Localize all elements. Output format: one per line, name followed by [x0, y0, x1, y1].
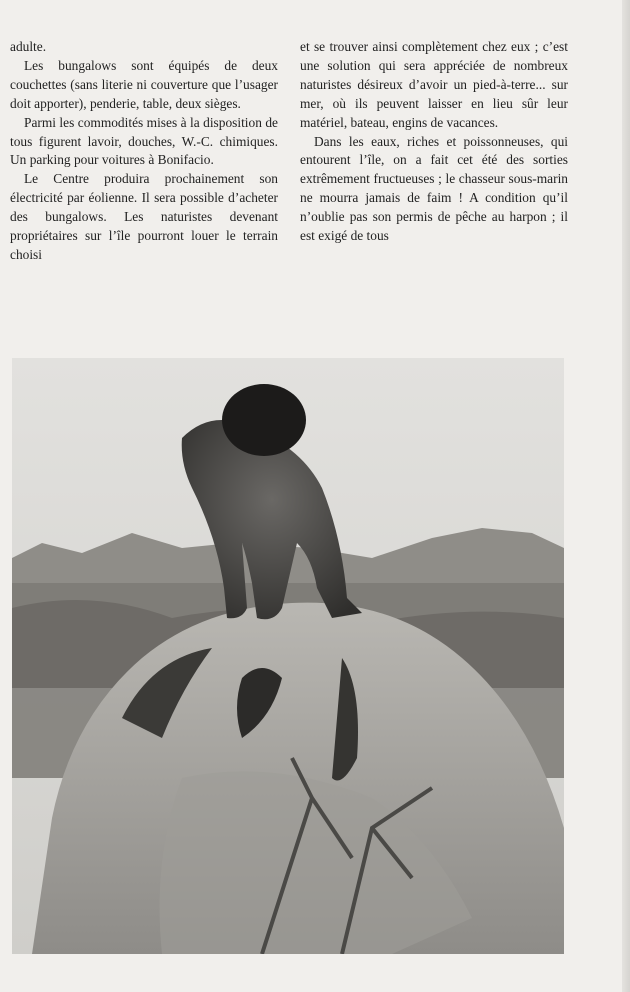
photo-illustration [12, 358, 564, 954]
person-hair [222, 384, 306, 456]
page-edge [622, 0, 630, 992]
paragraph: Les bungalows sont équipés de deux couchettes (sans literie ni couverture que l’usager doit apporter), penderie, table, deux sièges. [10, 57, 278, 111]
paragraph: Le Centre produira prochainement son électricité par éolienne. Il sera possible d’acheter des bungalows. Les naturistes devenant propriétaires sur l’île pourront louer le terrain choisi [10, 171, 278, 262]
paragraph: et se trouver ainsi complètement chez eux ; c’est une solution qui sera appréciée de nombreux naturistes désireux d’avoir un pied-à-terre... sur mer, où ils peuvent laisser en lieu sûr leur matériel, bateau, engins de vacances. [300, 39, 568, 130]
article-text [10, 38, 568, 308]
paragraph: Dans les eaux, riches et poissonneuses, qui entourent l’île, on a fait cet été des sorties extrêmement fructueuses ; le chasseur sous-marin ne mourra jamais de faim ! A condition qu’il n’oublie pas son permis de pêche au harpon ; il est exigé de tous [300, 133, 568, 244]
paragraph: Parmi les commodités mises à la disposition de tous figurent lavoir, douches, W.-C. chimiques. Un parking pour voitures à Bonifacio. [10, 114, 278, 168]
right-column [300, 38, 568, 308]
photograph [12, 358, 564, 954]
left-column [10, 38, 278, 308]
paragraph: adulte. [10, 39, 47, 54]
